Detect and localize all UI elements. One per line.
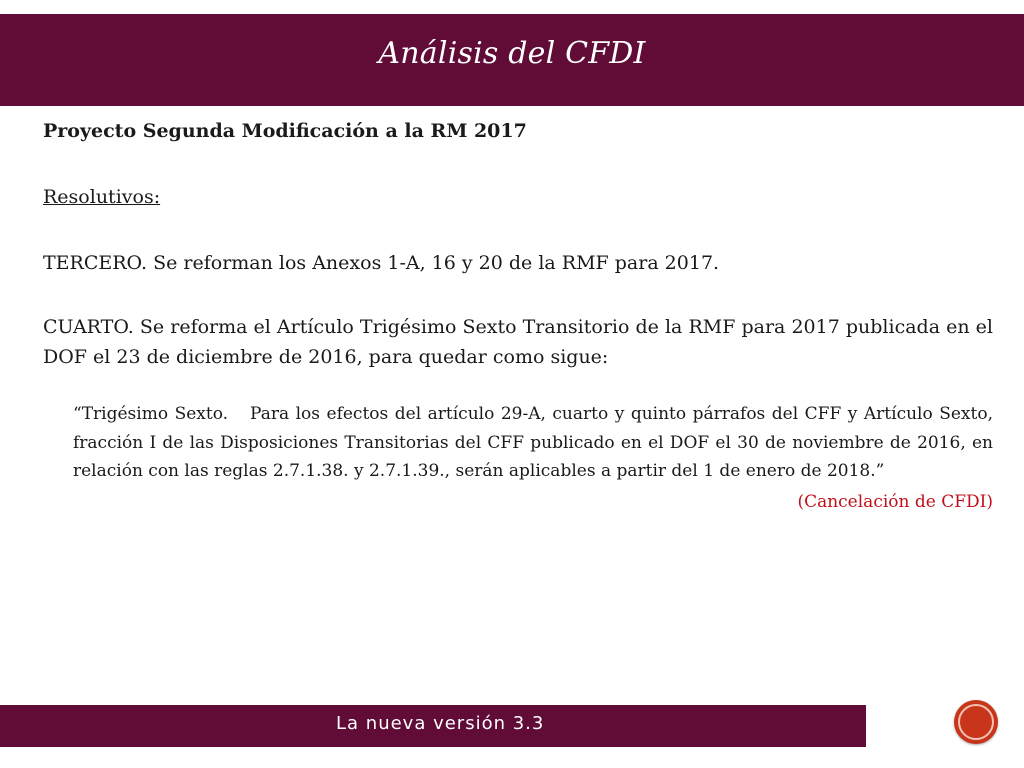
content-heading: Proyecto Segunda Modificación a la RM 2017 — [43, 120, 527, 142]
quote-lead: “Trigésimo Sexto. — [73, 404, 229, 424]
quote-body: Para los efectos del artículo 29-A, cuarto y quinto párrafos del CFF y Artículo Sexto, fracción I de las Disposiciones Transitorias del CFF publicado en el DOF el 30 de noviembre de 2016, en relación con las reglas 2.7.1.38. y 2.7.1.39., serán aplicables a partir del 1 de enero de 2018.” — [73, 404, 993, 481]
slide-content — [43, 116, 993, 516]
cuarto-paragraph: CUARTO. Se reforma el Artículo Trigésimo Sexto Transitorio de la RMF para 2017 publicada en el DOF el 23 de diciembre de 2016, para quedar como sigue: — [43, 316, 993, 368]
button-ring — [958, 704, 994, 740]
footer-band — [0, 705, 866, 747]
resolutivos-label: Resolutivos: — [43, 186, 161, 208]
tercero-paragraph: TERCERO. Se reforman los Anexos 1-A, 16 y 20 de la RMF para 2017. — [43, 252, 720, 274]
title-band — [0, 14, 1024, 106]
circle-button-icon[interactable] — [954, 700, 998, 744]
slide-title: Análisis del CFDI — [378, 36, 646, 71]
footer-text: La nueva versión 3.3 — [336, 713, 545, 734]
quoted-article — [73, 400, 993, 486]
cancelacion-note: (Cancelación de CFDI) — [797, 491, 993, 512]
